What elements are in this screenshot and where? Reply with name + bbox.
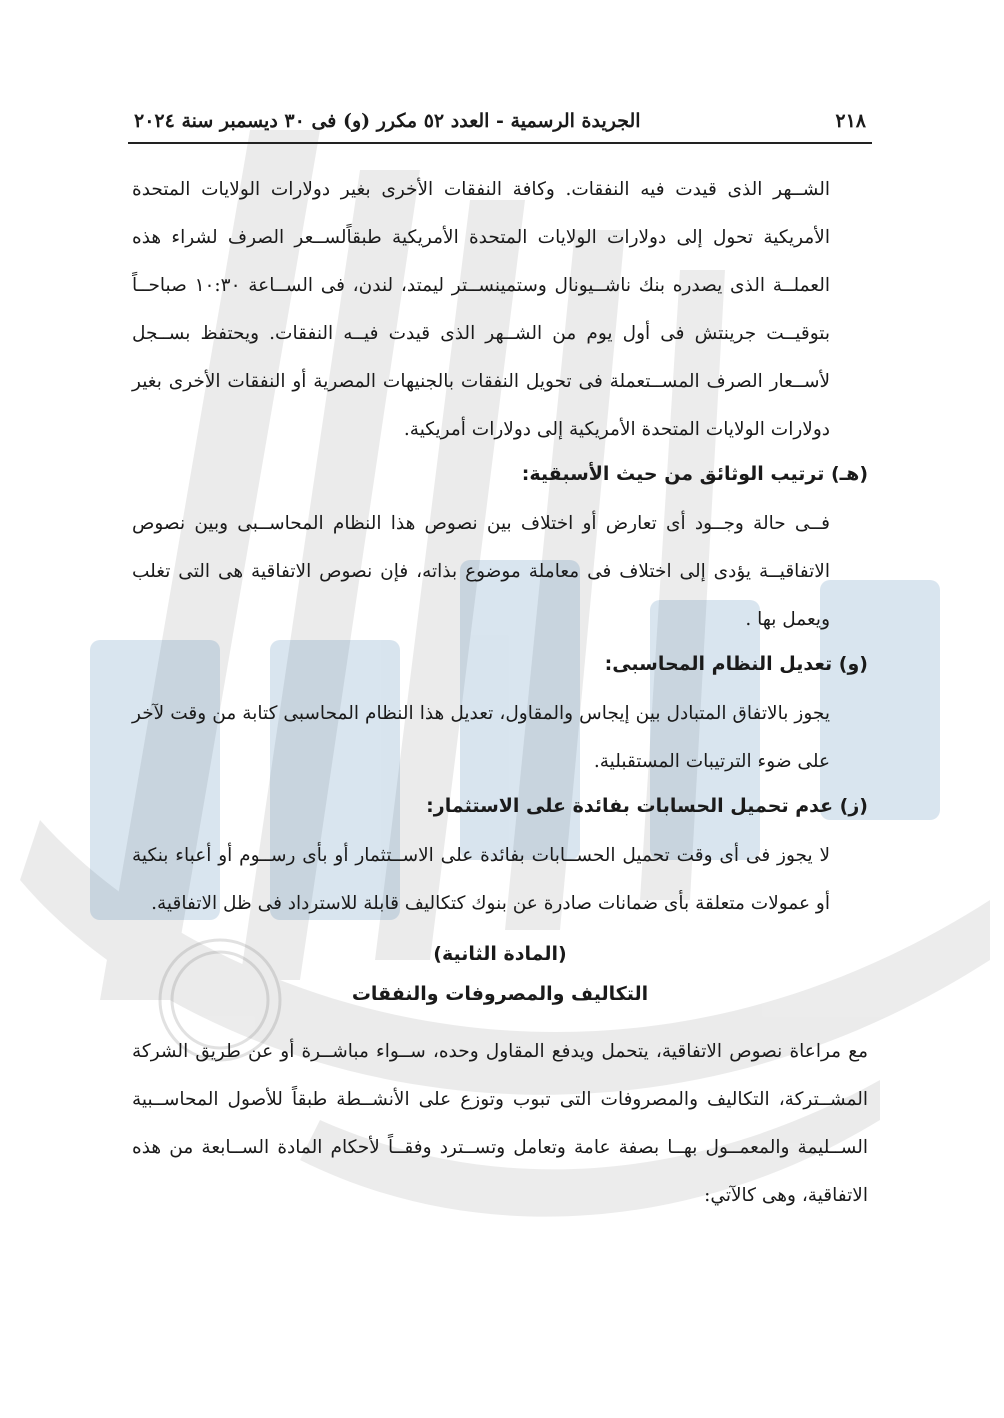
page-header	[128, 110, 872, 142]
header-divider	[128, 142, 872, 144]
article-title: (المادة الثانية)	[433, 943, 567, 965]
intro-paragraph: الشــهر الذى قيدت فيه النفقات. وكافة النفقات الأخرى بغير دولارات الولايات المتحدة الأمريكية تحول إلى دولارات الولايات المتحدة الأمريكية طبقاًلســعر الصرف لشراء هذه العملــة الذى يصدره بنك ناشــيونال وستمينســتر ليمتد، لندن، فى الســاعة ١٠:٣٠ صباحــاً بتوقيــت جرينتش فى أول يوم من الشــهر الذى قيدت فيــه النفقات. ويحتفظ بســجل لأســعار الصرف المســتعملة فى تحويل النفقات بالجنيهات المصرية أو النفقات الأخرى بغير دولارات الولايات المتحدة الأمريكية إلى دولارات أمريكية.	[132, 179, 830, 440]
section-w-heading: (و) تعديل النظام المحاسبى:	[604, 653, 868, 675]
section-z-text: لا يجوز فى أى وقت تحميل الحســابات بفائدة على الاســتثمار أو بأى رســوم أو أعباء بنكية أو عمولات متعلقة بأى ضمانات صادرة عن بنوك كتكاليف قابلة للاسترداد فى ظل الاتفاقية.	[132, 845, 830, 914]
gazette-title: الجريدة الرسمية - العدد ٥٢ مكرر (و) فى ٣٠ ديسمبر سنة ٢٠٢٤	[134, 110, 641, 132]
section-w-text: يجوز بالاتفاق المتبادل بين إيجاس والمقاول، تعديل هذا النظام المحاسبى كتابة من وقت لآخر على ضوء الترتيبات المستقبلية.	[132, 703, 830, 772]
article-subtitle: التكاليف والمصروفات والنفقات	[351, 983, 649, 1005]
document-body	[128, 166, 872, 1220]
section-z-heading: (ز) عدم تحميل الحسابات بفائدة على الاستثمار:	[426, 795, 868, 817]
document-page	[128, 110, 872, 1220]
article-text: مع مراعاة نصوص الاتفاقية، يتحمل ويدفع المقاول وحده، ســواء مباشــرة أو عن طريق الشركة المشــتركة، التكاليف والمصروفات التى تبوب وتوزع على الأنشــطة طبقاً للأصول المحاســبية الســليمة والمعمــول بهــا بصفة عامة وتعامل وتســترد وفقــاً لأحكام المادة الســابعة من هذه الاتفاقية، وهى كالآتي:	[132, 1041, 868, 1206]
page-number: ٢١٨	[835, 110, 866, 132]
section-h-text: فــى حالة وجــود أى تعارض أو اختلاف بين نصوص هذا النظام المحاســبى وبين نصوص الاتفاقيــة يؤدى إلى اختلاف فى معاملة موضوع بذاته، فإن نصوص الاتفاقية هى التى تغلب ويعمل بها .	[132, 513, 830, 630]
section-h-heading: (هـ) ترتيب الوثائق من حيث الأسبقية:	[521, 463, 868, 485]
